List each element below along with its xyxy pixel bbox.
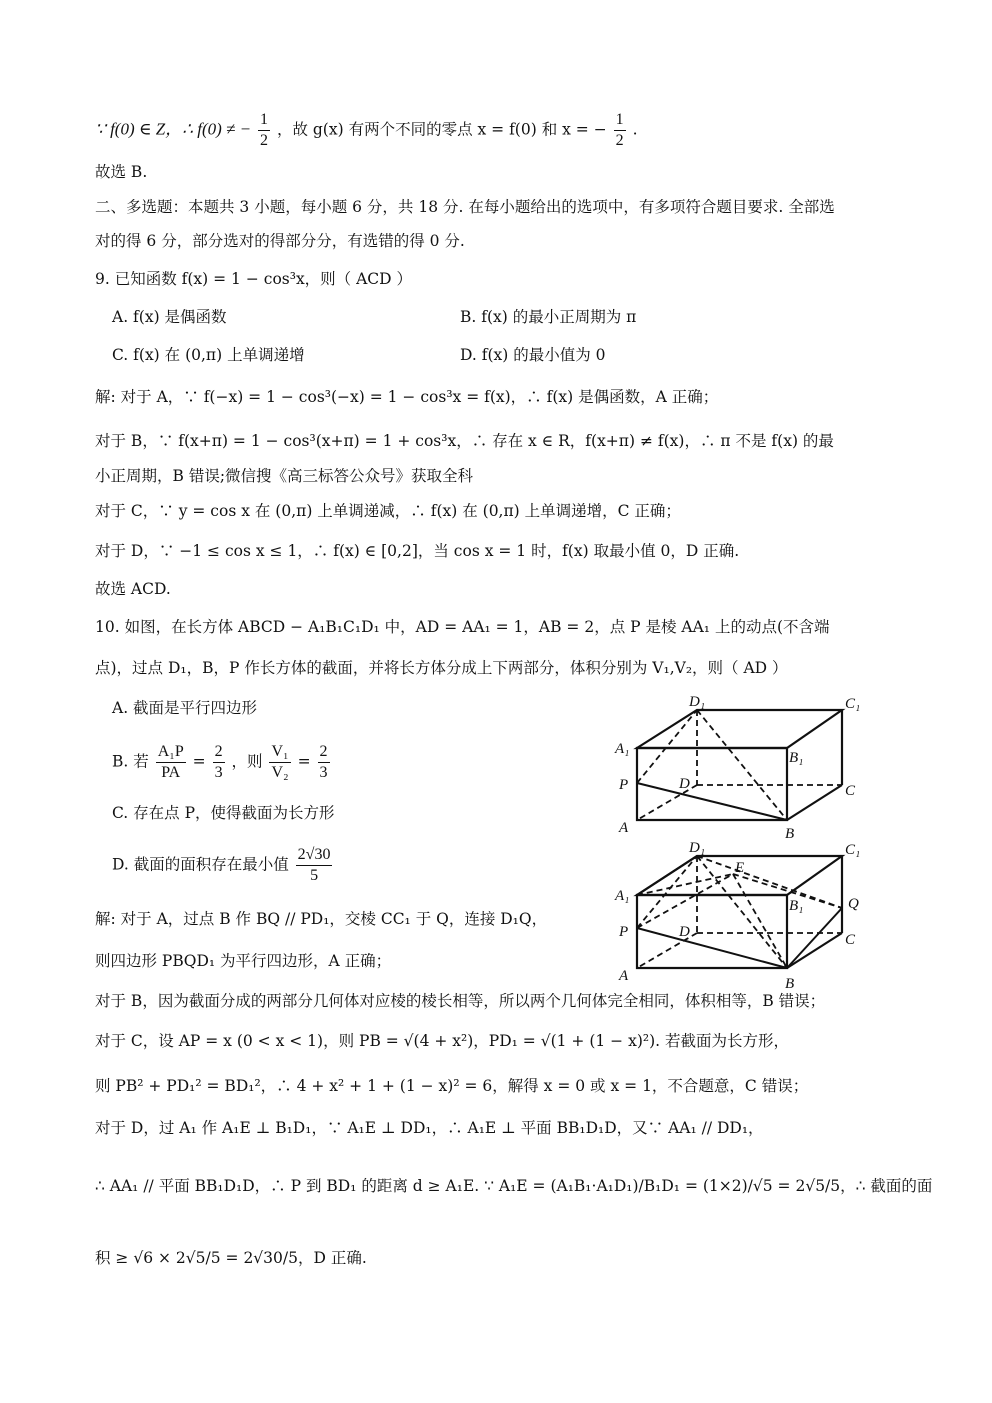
q10-option-d: D. 截面的面积存在最小值 $\frac{2√30}{5}$ — [112, 846, 331, 884]
q9-choose: 故选 ACD. — [95, 580, 171, 598]
section2-heading-b: 对的得 6 分，部分选对的得部分分，有选错的得 0 分. — [95, 232, 465, 250]
label-b1: B₁ — [789, 750, 804, 766]
l1-mid: ，故 g(x) 有两个不同的零点 x = f(0) 和 x = − — [276, 120, 607, 139]
q10-option-c: C. 存在点 P，使得截面为长方形 — [112, 804, 335, 822]
frac-2-3-b: $\frac{2}{3}$ — [319, 743, 328, 781]
line-choose-b: 故选 B. — [95, 163, 148, 181]
q9-solution-b1: 对于 B，∵ f(x+π) = 1 − cos³(x+π) = 1 + cos³x，∴ 存在 x ∈ R，f(x+π) ≠ f(x)，∴ π 不是 f(x) 的最 — [95, 432, 834, 450]
q10-solution-d2: ∴ AA₁ // 平面 BB₁D₁D，∴ P 到 BD₁ 的距离 d ≥ A₁E. ∵ A₁E = (A₁B₁·A₁D₁)/B₁D₁ = (1×2)/√5 = 2√5/5，∴ 截面的面 — [95, 1177, 933, 1195]
label2-a: A — [619, 968, 629, 984]
q9-option-a: A. f(x) 是偶函数 — [112, 308, 227, 326]
frac-half-2: $\frac{1}{2}$ — [615, 111, 624, 149]
label-c: C — [845, 783, 856, 799]
q10-solution-d3: 积 ≥ √6 × 2√5/5 = 2√30/5，D 正确. — [95, 1249, 367, 1267]
label2-b: B — [785, 976, 795, 992]
label-a: A — [619, 820, 629, 836]
label2-q: Q — [848, 896, 859, 912]
l1-pre: ∵ f(0) ∈ Z，∴ f(0) ≠ − — [95, 119, 252, 139]
label-a1: A₁ — [615, 741, 630, 757]
cuboid-figure-2 — [605, 838, 875, 993]
label2-b1: B₁ — [789, 898, 804, 914]
q9-option-c: C. f(x) 在 (0,π) 上单调递增 — [112, 346, 305, 364]
q9-solution-a: 解: 对于 A，∵ f(−x) = 1 − cos³(−x) = 1 − cos³x = f(x)，∴ f(x) 是偶函数，A 正确； — [95, 388, 719, 406]
section2-heading-a: 二、多选题：本题共 3 小题，每小题 6 分，共 18 分. 在每小题给出的选项中，有多项符合题目要求. 全部选 — [95, 198, 835, 216]
q10-solution-d1: 对于 D，过 A₁ 作 A₁E ⊥ B₁D₁，∵ A₁E ⊥ DD₁，∴ A₁E ⊥ 平面 BB₁D₁D，又∵ AA₁ // DD₁， — [95, 1119, 764, 1137]
q10-option-a: A. 截面是平行四边形 — [112, 699, 258, 717]
q10-solution-c1: 对于 C，设 AP = x (0 < x < 1)，则 PB = √(4 + x²)，PD₁ = √(1 + (1 − x)²). 若截面为长方形， — [95, 1032, 789, 1050]
label-p: P — [619, 777, 629, 793]
question-9: 9. 已知函数 f(x) = 1 − cos³x，则（ ACD ） — [95, 270, 413, 288]
frac-2-3-a: $\frac{2}{3}$ — [214, 743, 223, 781]
q10-solution-a2: 则四边形 PBQD₁ 为平行四边形，A 正确； — [95, 952, 392, 970]
label2-d1: D₁ — [689, 840, 706, 856]
question-10-b: 点)，过点 D₁，B，P 作长方体的截面，并将长方体分成上下两部分，体积分别为 V₁,V₂，则（ AD ） — [95, 659, 788, 677]
q9-solution-b2: 小正周期，B 错误;微信搜《高三标答公众号》获取全科 — [95, 467, 474, 485]
q9-option-b: B. f(x) 的最小正周期为 π — [460, 308, 637, 326]
label2-c: C — [845, 932, 856, 948]
line-f0-conclusion: ∵ f(0) ∈ Z，∴ f(0) ≠ − $\frac{1}{2}$ ，故 g(x) 有两个不同的零点 x = f(0) 和 x = − $\frac{1}{2}$ . — [95, 111, 638, 149]
frac-min-area: $\frac{2√30}{5}$ — [297, 846, 331, 884]
frac-half-1: $\frac{1}{2}$ — [260, 111, 269, 149]
label2-c1: C₁ — [845, 842, 861, 858]
label-d: D — [679, 776, 690, 792]
question-10-a: 10. 如图，在长方体 ABCD − A₁B₁C₁D₁ 中，AD = AA₁ = 1，AB = 2，点 P 是棱 AA₁ 上的动点(不含端 — [95, 618, 830, 636]
label-b: B — [785, 826, 795, 842]
label-d1: D₁ — [689, 694, 706, 710]
q9-solution-d: 对于 D，∵ −1 ≤ cos x ≤ 1，∴ f(x) ∈ [0,2]，当 cos x = 1 时，f(x) 取最小值 0，D 正确. — [95, 542, 740, 560]
label2-a1: A₁ — [615, 888, 630, 904]
label-c1: C₁ — [845, 696, 861, 712]
q10-solution-c2: 则 PB² + PD₁² = BD₁²，∴ 4 + x² + 1 + (1 − x)² = 6，解得 x = 0 或 x = 1，不合题意，C 错误； — [95, 1077, 809, 1095]
frac-a1p-pa: $\frac{\text{A₁P}}{PA}$ — [157, 743, 184, 781]
label2-p: P — [619, 924, 629, 940]
q9-solution-c: 对于 C，∵ y = cos x 在 (0,π) 上单调递减，∴ f(x) 在 (0,π) 上单调递增，C 正确； — [95, 502, 681, 520]
label2-d: D — [679, 924, 690, 940]
q10-option-b: B. 若 $\frac{\text{A₁P}}{PA}$ = $\frac{2}{3}$ ，则 $\frac{\text{V₁}}{\text{V₂}}$ = $\frac{2}{3}$ — [112, 743, 328, 781]
cuboid-figure-1 — [605, 688, 875, 843]
frac-v1-v2: $\frac{\text{V₁}}{\text{V₂}}$ — [271, 743, 289, 781]
q9-option-d: D. f(x) 的最小值为 0 — [460, 346, 606, 364]
q10-solution-a1: 解: 对于 A，过点 B 作 BQ // PD₁，交棱 CC₁ 于 Q，连接 D₁Q， — [95, 910, 548, 928]
q10-solution-b: 对于 B，因为截面分成的两部分几何体对应棱的棱长相等，所以两个几何体完全相同，体积相等，B 错误； — [95, 992, 826, 1010]
label2-e: E — [735, 860, 745, 876]
